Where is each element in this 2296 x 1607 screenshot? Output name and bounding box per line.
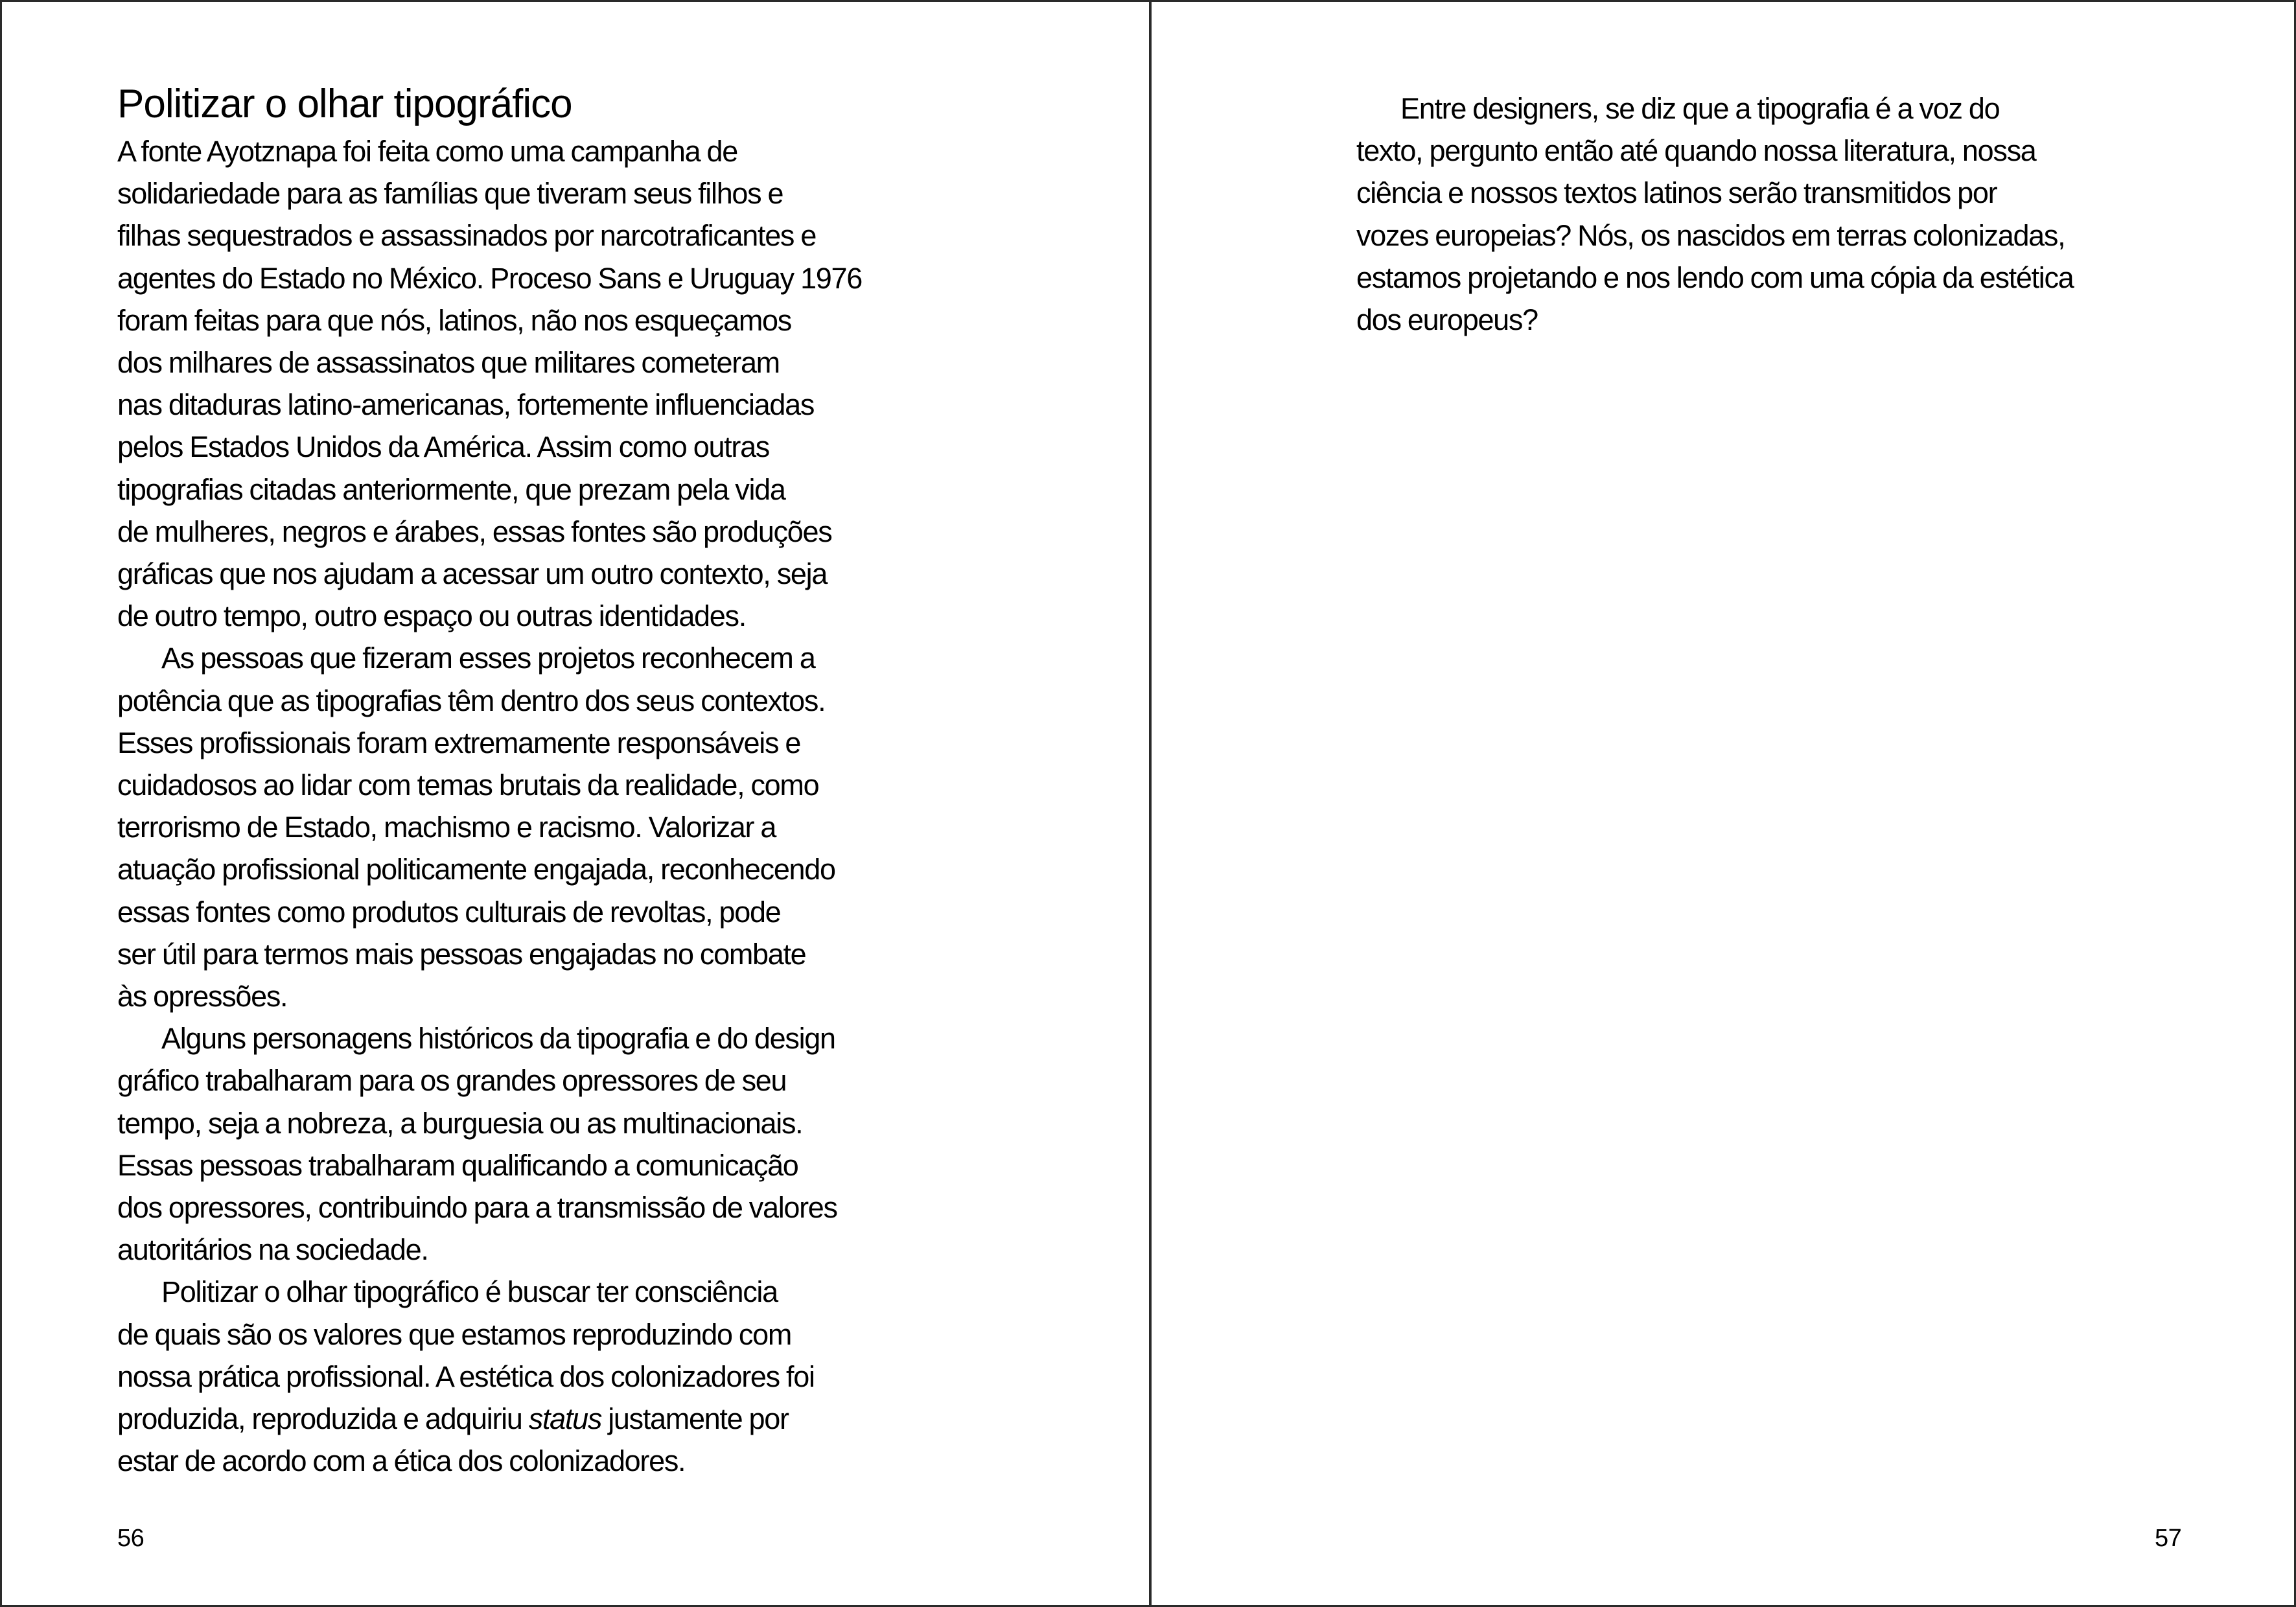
text-line: Politizar o olhar tipográfico é buscar ter consciência <box>161 1275 778 1309</box>
text-line: de quais são os valores que estamos reproduzindo com <box>117 1317 792 1351</box>
text-line: de mulheres, negros e árabes, essas fontes são produções <box>117 514 832 548</box>
text-run: produzida, reproduzida e adquiriu <box>117 1402 529 1436</box>
text-line-with-italic <box>117 1398 960 1440</box>
text-line: dos milhares de assassinatos que militares cometeram <box>117 346 780 380</box>
page-number: 57 <box>2155 1525 2182 1552</box>
text-line: estar de acordo com a ética dos colonizadores. <box>117 1444 686 1478</box>
text-line: Alguns personagens históricos da tipografia e do design <box>161 1022 835 1056</box>
italic-term: status <box>528 1402 602 1436</box>
text-line: de outro tempo, outro espaço ou outras identidades. <box>117 599 746 633</box>
text-line: ciência e nossos textos latinos serão transmitidos por <box>1356 176 1997 210</box>
left-text-column <box>117 78 960 1483</box>
paragraph-1 <box>117 130 960 637</box>
text-run: justamente por <box>601 1402 789 1436</box>
text-line: pelos Estados Unidos da América. Assim como outras <box>117 430 770 464</box>
text-line: solidariedade para as famílias que tiveram seus filhos e <box>117 177 783 211</box>
right-text-column <box>1356 87 2199 341</box>
text-line: Essas pessoas trabalharam qualificando a comunicação <box>117 1148 798 1182</box>
text-line: filhas sequestrados e assassinados por narcotraficantes e <box>117 219 817 253</box>
text-line: nas ditaduras latino-americanas, fortemente influenciadas <box>117 388 815 422</box>
text-line: vozes europeias? Nós, os nascidos em terras colonizadas, <box>1356 218 2065 252</box>
paragraph-3 <box>117 1017 960 1271</box>
text-line: foram feitas para que nós, latinos, não nos esqueçamos <box>117 303 791 337</box>
text-line: ser útil para termos mais pessoas engajadas no combate <box>117 937 806 971</box>
text-line: nossa prática profissional. A estética dos colonizadores foi <box>117 1359 815 1393</box>
text-line: terrorismo de Estado, machismo e racismo. Valorizar a <box>117 811 776 844</box>
text-line: dos europeus? <box>1356 303 1538 337</box>
text-line: potência que as tipografias têm dentro dos seus contextos. <box>117 684 826 717</box>
page-number: 56 <box>117 1525 145 1552</box>
text-line: essas fontes como produtos culturais de revoltas, pode <box>117 895 781 929</box>
text-line: gráfico trabalharam para os grandes opressores de seu <box>117 1064 787 1098</box>
text-line: dos opressores, contribuindo para a transmissão de valores <box>117 1191 837 1225</box>
text-line: Esses profissionais foram extremamente responsáveis e <box>117 726 801 759</box>
text-line: Entre designers, se diz que a tipografia é a voz do <box>1400 92 2000 125</box>
text-line: gráficas que nos ajudam a acessar um outro contexto, seja <box>117 557 828 591</box>
text-line: As pessoas que fizeram esses projetos reconhecem a <box>161 642 815 675</box>
text-line: estamos projetando e nos lendo com uma cópia da estética <box>1356 260 2074 294</box>
paragraph-1 <box>1356 87 2199 341</box>
text-line: tempo, seja a nobreza, a burguesia ou as multinacionais. <box>117 1106 803 1140</box>
paragraph-2 <box>117 637 960 1017</box>
left-page <box>2 2 1149 1605</box>
paragraph-4 <box>117 1271 960 1482</box>
text-line: atuação profissional politicamente engajada, reconhecendo <box>117 853 835 886</box>
text-line: tipografias citadas anteriormente, que prezam pela vida <box>117 472 785 506</box>
section-heading: Politizar o olhar tipográfico <box>117 82 572 126</box>
text-line: A fonte Ayotznapa foi feita como uma campanha de <box>117 135 737 168</box>
text-line: texto, pergunto então até quando nossa literatura, nossa <box>1356 134 2036 168</box>
right-page <box>1152 2 2294 1605</box>
text-line: agentes do Estado no México. Proceso Sans e Uruguay 1976 <box>117 261 862 295</box>
text-line: autoritários na sociedade. <box>117 1233 428 1267</box>
text-line: às opressões. <box>117 980 288 1013</box>
text-line: cuidadosos ao lidar com temas brutais da realidade, como <box>117 769 819 802</box>
